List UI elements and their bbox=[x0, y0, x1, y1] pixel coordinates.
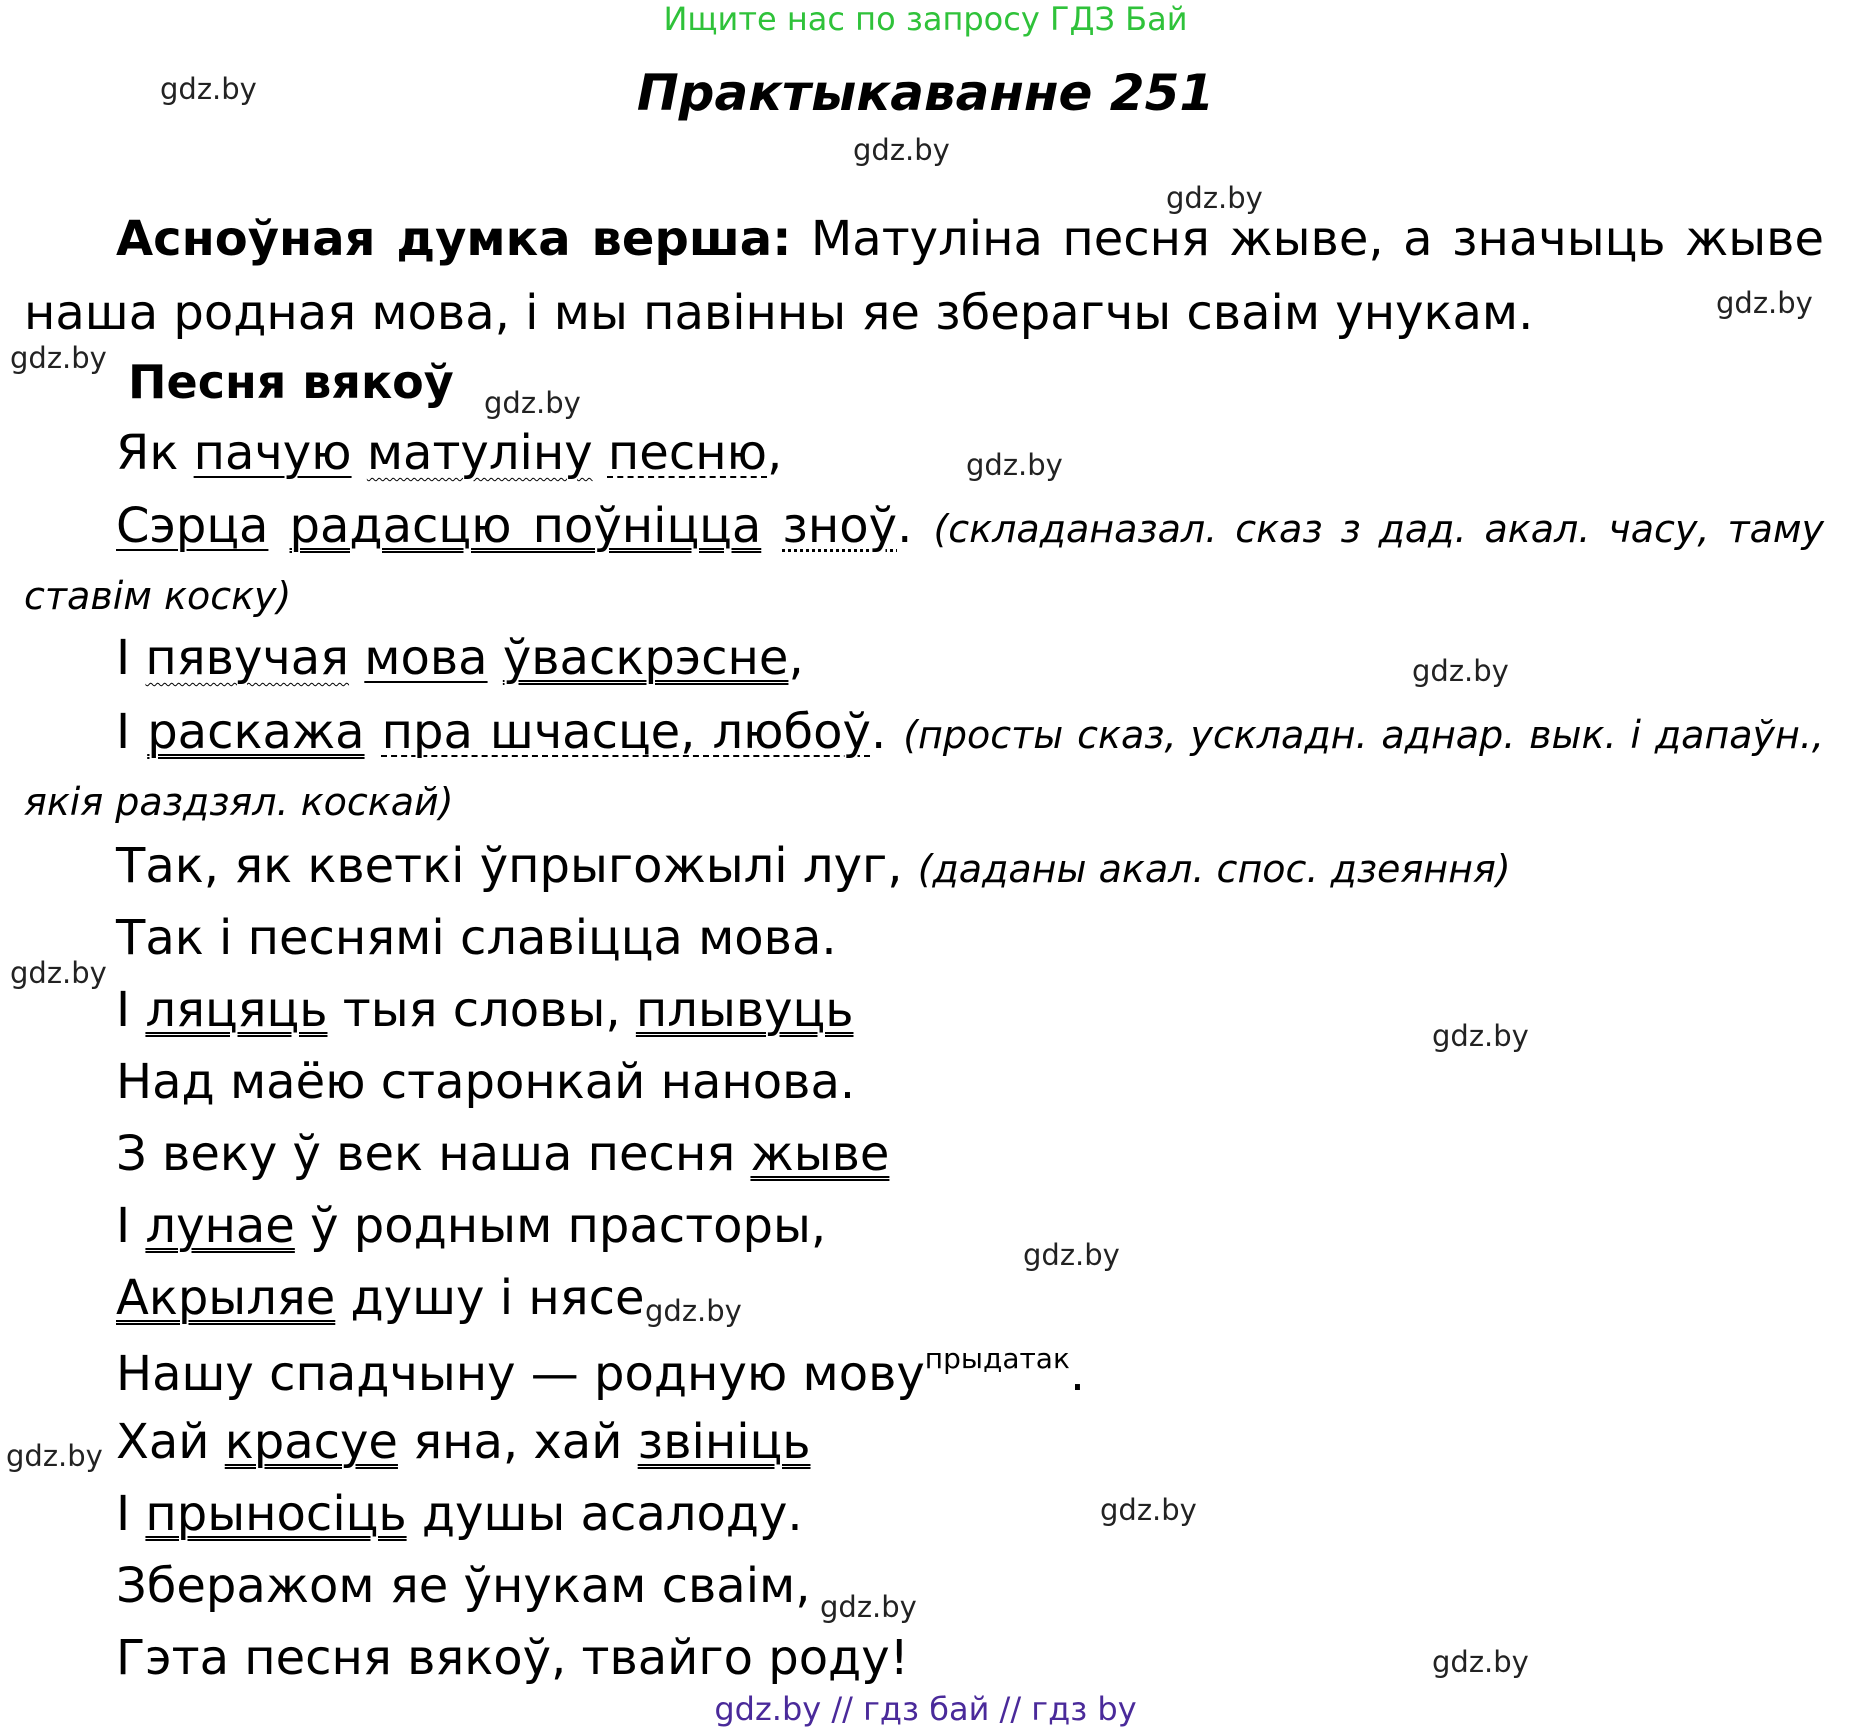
word: З веку ў век наша песня bbox=[116, 1126, 751, 1182]
predicate-word: ўваскрэсне bbox=[502, 630, 789, 686]
predicate-words: радасцю поўніцца bbox=[289, 498, 762, 554]
appositive-label: прыдатак bbox=[924, 1342, 1070, 1375]
watermark: gdz.by bbox=[1100, 1493, 1197, 1527]
subject-word: мова bbox=[364, 630, 488, 686]
grammar-note: (просты сказ, ускладн. аднар. вык. і дапаўн., якія раздзял. коскай) bbox=[24, 713, 1825, 824]
space bbox=[268, 498, 289, 554]
word: Хай bbox=[116, 1414, 225, 1470]
poem-line-16: Гэта песня вякоў, твайго роду! bbox=[116, 1630, 909, 1686]
poem-line-3 bbox=[116, 630, 804, 686]
predicate-word: ляцяць bbox=[145, 982, 328, 1038]
poem-line-7 bbox=[116, 982, 854, 1038]
poem-line-14 bbox=[116, 1486, 803, 1542]
word: І bbox=[116, 630, 146, 686]
predicate-word: жыве bbox=[750, 1126, 890, 1182]
watermark: gdz.by bbox=[160, 72, 257, 106]
grammar-note: (складаназал. сказ з дад. акал. часу, таму ставім коску) bbox=[24, 507, 1825, 618]
predicate-word: звініць bbox=[637, 1414, 811, 1470]
poem-line-11 bbox=[116, 1270, 645, 1326]
poem-title: Песня вякоў bbox=[128, 355, 454, 409]
line-text: Так, як кветкі ўпрыгожылі луг, bbox=[116, 838, 918, 894]
watermark: gdz.by bbox=[1716, 286, 1813, 320]
watermark: gdz.by bbox=[820, 1590, 917, 1624]
word: душу і нясе bbox=[335, 1270, 645, 1326]
adverbial-word: зноў bbox=[782, 498, 898, 554]
poem-line-5 bbox=[116, 838, 1511, 894]
space bbox=[365, 704, 382, 760]
watermark: gdz.by bbox=[1166, 181, 1263, 215]
watermark: gdz.by bbox=[966, 448, 1063, 482]
main-idea-label: Асноўная думка верша: bbox=[116, 211, 792, 267]
punct: . bbox=[1069, 1346, 1086, 1402]
watermark: gdz.by bbox=[1432, 1019, 1529, 1053]
object-word: песню bbox=[607, 425, 767, 481]
word: Як bbox=[116, 425, 194, 481]
predicate-word: раскажа bbox=[147, 704, 365, 760]
watermark: gdz.by bbox=[645, 1294, 742, 1328]
word: І bbox=[116, 982, 146, 1038]
grammar-note: (даданы акал. спос. дзеяння) bbox=[917, 847, 1511, 891]
predicate-word: прыносіць bbox=[145, 1486, 407, 1542]
watermark: gdz.by bbox=[10, 341, 107, 375]
predicate-word: плывуць bbox=[635, 982, 854, 1038]
attribute-word: матуліну bbox=[366, 425, 593, 481]
predicate-word: лунае bbox=[145, 1198, 295, 1254]
word: ў родным прасторы, bbox=[294, 1198, 827, 1254]
poem-line-8: Над маёю старонкай нанова. bbox=[116, 1054, 856, 1110]
punct: . bbox=[897, 498, 934, 554]
footer-links: gdz.by // гдз бай // гдз by bbox=[714, 1690, 1137, 1728]
watermark: gdz.by bbox=[10, 956, 107, 990]
subject-word: пачую bbox=[193, 425, 352, 481]
main-idea-paragraph bbox=[24, 202, 1824, 350]
poem-line-15: Зберажом яе ўнукам сваім, bbox=[116, 1558, 811, 1614]
word: І bbox=[116, 1198, 146, 1254]
poem-line-12 bbox=[116, 1342, 1085, 1402]
punct: , bbox=[788, 630, 804, 686]
punct: , bbox=[767, 425, 783, 481]
word: Нашу спадчыну — родную мову bbox=[116, 1346, 925, 1402]
attribute-word: пявучая bbox=[145, 630, 350, 686]
word: І bbox=[116, 704, 148, 760]
poem-line-9 bbox=[116, 1126, 889, 1182]
predicate-word: красуе bbox=[224, 1414, 398, 1470]
predicate-word: Акрыляе bbox=[116, 1270, 336, 1326]
space bbox=[349, 630, 364, 686]
poem-line-2 bbox=[24, 494, 1824, 628]
punct: . bbox=[870, 704, 904, 760]
space bbox=[761, 498, 782, 554]
subject-word: Сэрца bbox=[116, 498, 269, 554]
watermark: gdz.by bbox=[1432, 1645, 1529, 1679]
word: тыя словы, bbox=[327, 982, 636, 1038]
poem-line-4 bbox=[24, 700, 1824, 834]
object-words: пра шчасце, любоў bbox=[381, 704, 871, 760]
watermark: gdz.by bbox=[484, 386, 581, 420]
poem-line-13 bbox=[116, 1414, 811, 1470]
main-idea-text: Матуліна песня жыве, а значыць жыве наша родная мова, і мы павінны яе зберагчы сваім унукам. bbox=[24, 211, 1824, 341]
exercise-title: Практыкаванне 251 bbox=[636, 64, 1215, 122]
watermark: gdz.by bbox=[853, 133, 950, 167]
space bbox=[488, 630, 503, 686]
poem-line-10 bbox=[116, 1198, 826, 1254]
watermark: gdz.by bbox=[1023, 1238, 1120, 1272]
poem-line-6: Так і песнямі славіцца мова. bbox=[116, 910, 837, 966]
word: душы асалоду. bbox=[406, 1486, 803, 1542]
poem-line-1 bbox=[116, 425, 782, 481]
watermark: gdz.by bbox=[1412, 654, 1509, 688]
word: яна, хай bbox=[397, 1414, 638, 1470]
word: І bbox=[116, 1486, 146, 1542]
search-banner: Ищите нас по запросу ГДЗ Бай bbox=[663, 0, 1188, 38]
space bbox=[352, 425, 367, 481]
space bbox=[593, 425, 608, 481]
watermark: gdz.by bbox=[6, 1439, 103, 1473]
